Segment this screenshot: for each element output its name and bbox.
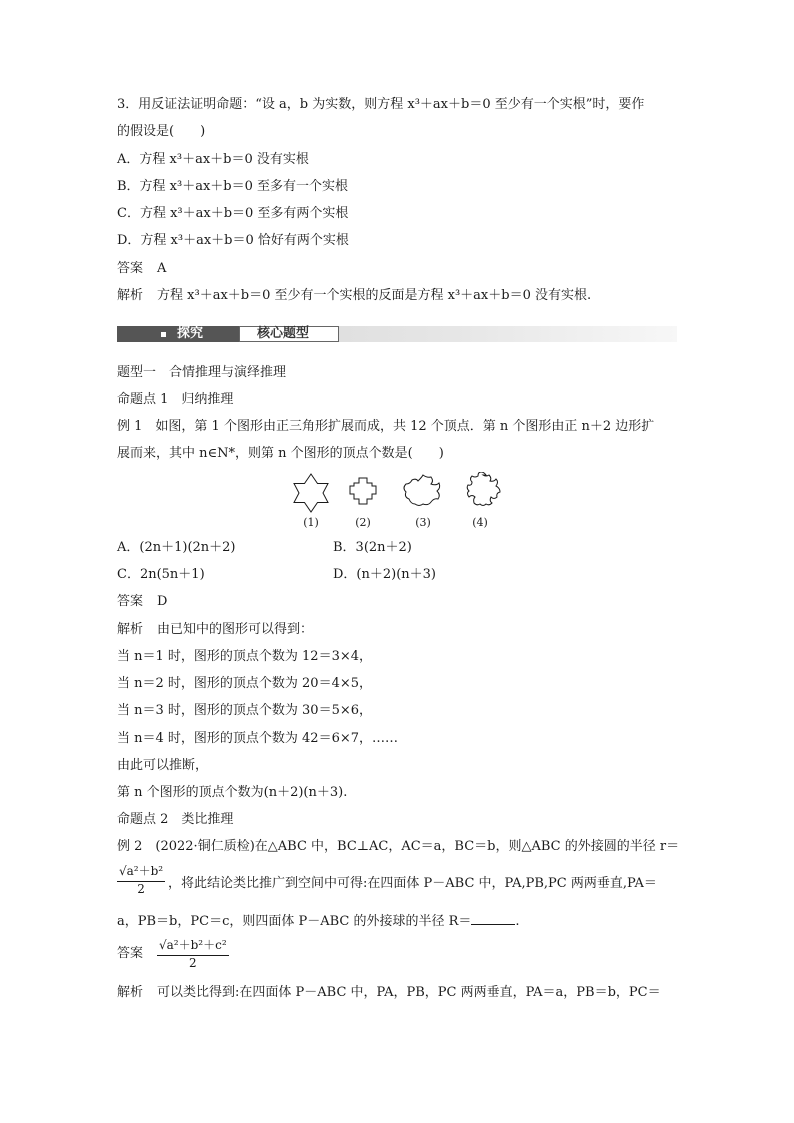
figure-3-shape <box>404 475 440 506</box>
q3-answer <box>117 261 166 277</box>
figure-label: (3) <box>415 516 431 529</box>
banner-square-bullet <box>161 332 166 337</box>
figure-label: (2) <box>355 516 371 529</box>
banner-left-title: 探究 <box>177 326 204 341</box>
ex2-stem-line3 <box>117 912 520 930</box>
figure-1-star <box>294 474 328 512</box>
q3-option-c: C．方程 x³＋ax＋b＝0 至多有两个实根 <box>117 206 349 221</box>
stem-text: a，PB＝b，PC＝c，则四面体 P－ABC 的外接球的半径 R＝ <box>117 914 472 929</box>
ex1-option-b: B．3(2n＋2) <box>333 540 412 555</box>
figure-2-shape <box>350 478 376 504</box>
ex1-option-d: D．(n＋2)(n＋3) <box>333 567 436 582</box>
answer-label: 答案 <box>117 946 144 961</box>
figure-label: (4) <box>472 516 488 529</box>
answer-label: 答案 <box>117 261 144 276</box>
analysis-label: 解析 <box>117 288 144 303</box>
ex1-analysis-line5: 当 n＝4 时，图形的顶点个数为 42＝6×7，…… <box>117 731 399 746</box>
analysis-label: 解析 <box>117 985 144 1000</box>
ex1-stem-line2: 展而来，其中 n∈N*，则第 n 个图形的顶点个数是( ) <box>117 446 444 461</box>
figures-svg <box>285 472 515 518</box>
fraction-denominator: 2 <box>117 881 165 896</box>
ex2-fraction-1 <box>117 862 165 896</box>
ex1-stem-line1: 例 1 如图，第 1 个图形由正三角形扩展而成，共 12 个顶点．第 n 个图形由正 n＋2 边形扩 <box>117 419 655 434</box>
point1-title: 命题点 1 归纳推理 <box>117 392 234 407</box>
ex1-analysis-line4: 当 n＝3 时，图形的顶点个数为 30＝5×6， <box>117 703 373 718</box>
ex1-analysis-line7: 第 n 个图形的顶点个数为(n＋2)(n＋3). <box>117 785 348 800</box>
banner-right-title: 核心题型 <box>257 326 310 341</box>
ex2-stem-line2: ，将此结论类比推广到空间中可得:在四面体 P－ABC 中，PA,PB,PC 两两垂直,PA＝ <box>168 876 657 891</box>
answer-blank <box>471 912 515 925</box>
ex1-analysis-line6: 由此可以推断， <box>117 758 209 773</box>
type-title: 题型一 合情推理与演绎推理 <box>117 365 287 380</box>
point2-title: 命题点 2 类比推理 <box>117 812 234 827</box>
answer-label: 答案 <box>117 594 144 609</box>
fraction-numerator: √a²＋b²＋c² <box>159 938 227 952</box>
answer-value: A <box>157 261 167 276</box>
analysis-text: 可以类比得到:在四面体 P－ABC 中，PA，PB，PC 两两垂直，PA＝a，PB＝b，PC＝ <box>157 985 661 1000</box>
stem-end: . <box>515 914 520 929</box>
figure-4-shape <box>467 472 500 506</box>
ex2-fraction-2 <box>157 936 229 970</box>
ex1-figures <box>285 472 515 532</box>
analysis-text: 方程 x³＋ax＋b＝0 至少有一个实根的反面是方程 x³＋ax＋b＝0 没有实根. <box>157 288 592 303</box>
fraction-denominator: 2 <box>157 955 229 970</box>
q3-option-b: B．方程 x³＋ax＋b＝0 至多有一个实根 <box>117 179 349 194</box>
section-banner <box>117 324 677 344</box>
figure-label: (1) <box>303 516 319 529</box>
q3-option-d: D．方程 x³＋ax＋b＝0 恰好有两个实根 <box>117 233 349 248</box>
ex1-option-a: A．(2n＋1)(2n＋2) <box>117 540 236 555</box>
ex1-analysis-line1 <box>117 622 313 638</box>
analysis-label: 解析 <box>117 622 144 637</box>
ex1-answer <box>117 594 167 610</box>
ex2-analysis <box>117 985 661 1001</box>
ex1-option-c: C．2n(5n＋1) <box>117 567 205 582</box>
ex1-analysis-line3: 当 n＝2 时，图形的顶点个数为 20＝4×5， <box>117 676 373 691</box>
q3-analysis <box>117 288 591 304</box>
answer-value: D <box>157 594 168 609</box>
q3-option-a: A．方程 x³＋ax＋b＝0 没有实根 <box>117 152 309 167</box>
fraction-numerator: √a²＋b² <box>119 864 164 878</box>
ex2-answer <box>117 946 157 962</box>
analysis-text: 由已知中的图形可以得到： <box>157 622 314 637</box>
ex1-analysis-line2: 当 n＝1 时，图形的顶点个数为 12＝3×4， <box>117 649 373 664</box>
q3-stem-line1: 3．用反证法证明命题：“设 a，b 为实数，则方程 x³＋ax＋b＝0 至少有一个实根”时，要作 <box>117 97 645 112</box>
ex2-stem-line1: 例 2 (2022·铜仁质检)在△ABC 中，BC⊥AC，AC＝a，BC＝b，则△ABC 的外接圆的半径 r＝ <box>117 839 680 854</box>
q3-stem-line2: 的假设是( ) <box>117 124 206 139</box>
